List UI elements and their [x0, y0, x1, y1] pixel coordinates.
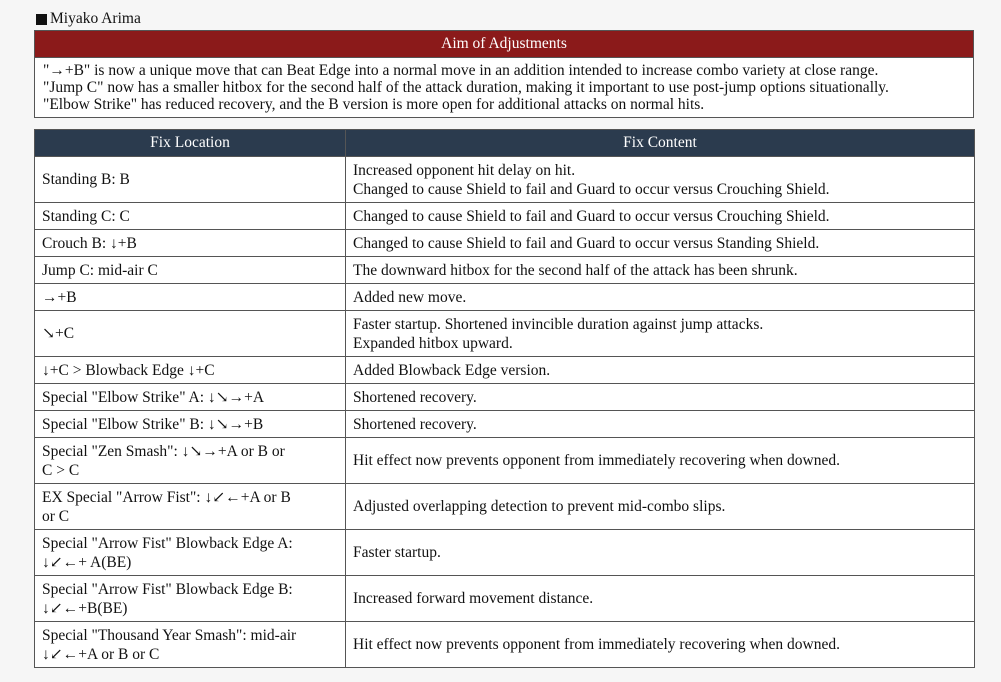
cell-text-line: Special "Elbow Strike" A: ↓↘→+A	[42, 388, 265, 406]
square-bullet-icon	[36, 14, 47, 25]
aim-line: "Jump C" now has a smaller hitbox for the second half of the attack duration, making it important to use post-jump options situationally.	[43, 79, 889, 96]
table-header-row	[35, 130, 975, 157]
table-row	[35, 438, 975, 484]
table-row	[35, 384, 975, 411]
cell-text-line: Faster startup.	[353, 544, 441, 561]
fix-table	[34, 129, 975, 668]
cell-text-line: or C	[42, 507, 70, 525]
aim-of-adjustments-box	[34, 30, 974, 118]
cell-text-line: ↓+C > Blowback Edge ↓+C	[42, 361, 215, 379]
fix-content-cell	[346, 411, 975, 438]
table-row	[35, 357, 975, 384]
aim-body	[35, 58, 973, 117]
cell-text-line: Shortened recovery.	[353, 415, 477, 433]
fix-location-cell	[35, 411, 346, 438]
cell-text-line: The downward hitbox for the second half of the attack has been shrunk.	[353, 261, 798, 279]
cell-text-line: Increased opponent hit delay on hit.	[353, 161, 576, 179]
cell-text-line: Special "Elbow Strike" B: ↓↘→+B	[42, 415, 264, 433]
cell-text-line: Adjusted overlapping detection to prevent mid-combo slips.	[353, 498, 726, 515]
cell-text-line: Added new move.	[353, 288, 467, 306]
cell-text-line: Jump C: mid-air C	[42, 261, 158, 279]
aim-line: "Elbow Strike" has reduced recovery, and the B version is more open for additional attacks on normal hits.	[43, 96, 705, 113]
cell-text-line: EX Special "Arrow Fist": ↓↙←+A or B	[42, 488, 291, 506]
cell-text-line: Special "Arrow Fist" Blowback Edge B:	[42, 580, 293, 598]
table-row	[35, 203, 975, 230]
cell-text-line: Special "Thousand Year Smash": mid-air	[42, 626, 297, 644]
fix-location-header: Fix Location	[35, 130, 346, 157]
cell-text-line: Shortened recovery.	[353, 388, 477, 406]
cell-text-line: Special "Arrow Fist" Blowback Edge A:	[42, 534, 293, 552]
character-heading	[36, 8, 974, 30]
fix-content-cell	[346, 203, 975, 230]
fix-content-cell	[346, 484, 975, 530]
table-row	[35, 530, 975, 576]
cell-text-line: Increased forward movement distance.	[353, 590, 594, 607]
fix-content-cell	[346, 284, 975, 311]
cell-text-line: Faster startup. Shortened invincible duration against jump attacks.	[353, 315, 764, 333]
cell-text-line: ↓↙←+B(BE)	[42, 599, 128, 617]
fix-content-cell	[346, 257, 975, 284]
fix-location-cell	[35, 484, 346, 530]
fix-content-cell	[346, 384, 975, 411]
cell-text-line: ↘+C	[42, 325, 75, 342]
aim-line: "→+B" is now a unique move that can Beat Edge into a normal move in an addition intended to increase combo variety at close range.	[43, 62, 879, 79]
fix-content-cell	[346, 157, 975, 203]
fix-location-cell	[35, 357, 346, 384]
character-name: Miyako Arima	[50, 10, 141, 27]
table-row	[35, 257, 975, 284]
cell-text-line: Changed to cause Shield to fail and Guard to occur versus Crouching Shield.	[353, 207, 830, 225]
cell-text-line: Hit effect now prevents opponent from immediately recovering when downed.	[353, 452, 840, 469]
fix-table-body	[35, 157, 975, 668]
aim-title: Aim of Adjustments	[35, 31, 973, 58]
fix-location-cell	[35, 311, 346, 357]
fix-location-cell	[35, 257, 346, 284]
table-row	[35, 411, 975, 438]
cell-text-line: Expanded hitbox upward.	[353, 334, 513, 352]
fix-location-cell	[35, 384, 346, 411]
table-row	[35, 484, 975, 530]
table-row	[35, 576, 975, 622]
fix-location-cell	[35, 157, 346, 203]
fix-content-cell	[346, 530, 975, 576]
cell-text-line: Standing C: C	[42, 207, 130, 225]
table-row	[35, 157, 975, 203]
fix-content-cell	[346, 438, 975, 484]
fix-location-cell	[35, 203, 346, 230]
cell-text-line: Hit effect now prevents opponent from immediately recovering when downed.	[353, 636, 840, 653]
fix-content-cell	[346, 230, 975, 257]
fix-location-cell	[35, 284, 346, 311]
fix-content-cell	[346, 311, 975, 357]
fix-location-cell	[35, 622, 346, 668]
cell-text-line: Special "Zen Smash": ↓↘→+A or B or	[42, 442, 285, 460]
fix-content-header: Fix Content	[346, 130, 975, 157]
table-row	[35, 311, 975, 357]
cell-text-line: Changed to cause Shield to fail and Guard to occur versus Standing Shield.	[353, 234, 820, 252]
fix-location-cell	[35, 530, 346, 576]
patch-notes	[34, 8, 974, 668]
cell-text-line: →+B	[42, 288, 77, 306]
fix-content-cell	[346, 576, 975, 622]
cell-text-line: C > C	[42, 461, 80, 479]
table-row	[35, 622, 975, 668]
cell-text-line: Standing B: B	[42, 171, 130, 188]
table-row	[35, 230, 975, 257]
fix-content-cell	[346, 622, 975, 668]
fix-content-cell	[346, 357, 975, 384]
fix-location-cell	[35, 438, 346, 484]
cell-text-line: ↓↙←+A or B or C	[42, 645, 160, 663]
fix-location-cell	[35, 576, 346, 622]
table-row	[35, 284, 975, 311]
cell-text-line: ↓↙←+ A(BE)	[42, 553, 132, 571]
cell-text-line: Changed to cause Shield to fail and Guard to occur versus Crouching Shield.	[353, 180, 830, 198]
cell-text-line: Crouch B: ↓+B	[42, 234, 137, 252]
cell-text-line: Added Blowback Edge version.	[353, 361, 551, 379]
fix-location-cell	[35, 230, 346, 257]
